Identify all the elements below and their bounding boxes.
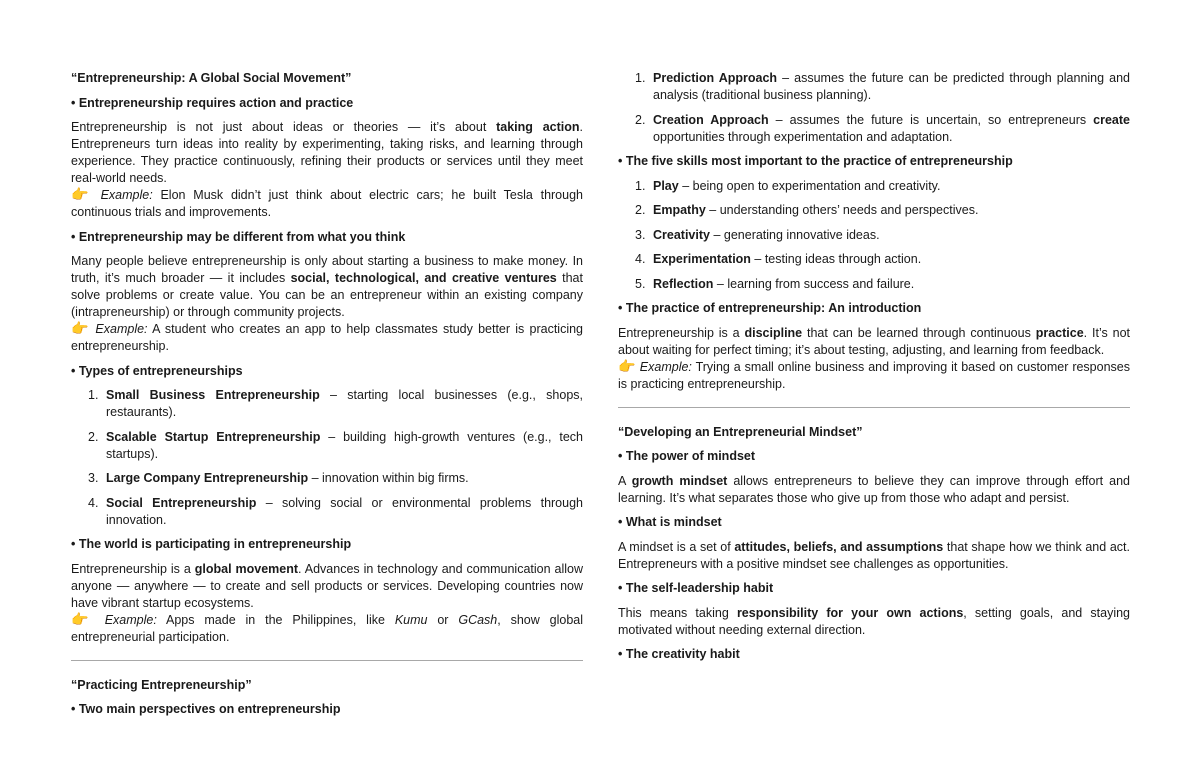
heading-two-perspectives: • Two main perspectives on entrepreneurship xyxy=(71,702,341,716)
heading-practice-intro: • The practice of entrepreneurship: An introduction xyxy=(618,301,922,315)
paragraph-action-practice: Entrepreneurship is not just about ideas or theories — it’s about taking action. Entrepreneurs turn ideas into reality by experimenting, taking risks, and learning through experience. They practice continuously, refining their products or services until they meet real-world needs. 👉 Example: Elon Musk didn’t just think about electric cars; he built Tesla through continuous trials and improvements. xyxy=(71,120,584,219)
pointing-hand-icon: 👉 xyxy=(71,611,95,628)
perspectives-list xyxy=(618,70,1130,146)
heading-power-of-mindset: • The power of mindset xyxy=(618,449,756,463)
list-item: 1. Play – being open to experimentation and creativity. xyxy=(635,178,941,193)
list-item: 5. Reflection – learning from success and failure. xyxy=(635,276,915,291)
list-item: 2. Empathy – understanding others’ needs and perspectives. xyxy=(635,203,979,217)
paragraph-power-of-mindset: A growth mindset allows entrepreneurs to believe they can improve through effort and learning. It’s what separates those who give up from those who adapt and persist. xyxy=(618,473,1130,505)
pointing-hand-icon: 👉 xyxy=(618,358,636,375)
list-item: 1. Prediction Approach – assumes the future can be predicted through planning and analysis (traditional business planning). xyxy=(635,71,1130,102)
list-item: 3. Large Company Entrepreneurship – innovation within big firms. xyxy=(88,471,469,485)
heading-action-practice: • Entrepreneurship requires action and practice xyxy=(71,95,354,110)
list-item: 3. Creativity – generating innovative ideas. xyxy=(635,227,880,242)
skills-list xyxy=(618,178,1130,293)
list-item: 1. Small Business Entrepreneurship – starting local businesses (e.g., shops, restaurants). xyxy=(88,388,584,419)
section-title-practicing: “Practicing Entrepreneurship” xyxy=(71,677,252,692)
pointing-hand-icon: 👉 xyxy=(71,321,91,337)
example-line: 👉 Example: Trying a small online business and improving it based on customer responses is practicing entrepreneurship. xyxy=(618,358,1130,391)
example-line: 👉 Example: Elon Musk didn’t just think about electric cars; he built Tesla through continuous trials and improvements. xyxy=(71,187,583,219)
heading-creativity-habit: • The creativity habit xyxy=(618,647,740,661)
paragraph-what-is-mindset: A mindset is a set of attitudes, beliefs, and assumptions that shape how we think and act. Entrepreneurs with a positive mindset see challenges as opportunities. xyxy=(618,539,1130,571)
types-list xyxy=(71,387,583,529)
example-line: 👉 Example: A student who creates an app to help classmates study better is practicing entrepreneurship. xyxy=(71,321,583,353)
list-item: 2. Creation Approach – assumes the future is uncertain, so entrepreneurs create opportunities through experimentation and adaptation. xyxy=(635,112,1130,144)
paragraph-practice-intro: Entrepreneurship is a discipline that can be learned through continuous practice. It’s not about waiting for perfect timing; it’s about testing, adjusting, and learning from feedback. 👉 Example: Trying a small online business and improving it based on customer responses is practicing entrepreneurship. xyxy=(618,325,1130,391)
heading-self-leadership: • The self-leadership habit xyxy=(618,581,774,595)
heading-types: • Types of entrepreneurships xyxy=(71,363,243,378)
paragraph-world-participating: Entrepreneurship is a global movement. Advances in technology and communication allow anyone — anywhere — to create and sell products or services. Developing countries now have vibrant startup ecosystems. 👉 Example: Apps made in the Philippines, like Kumu or GCash, show global entrepreneurial participation. xyxy=(71,561,584,644)
pointing-hand-icon: 👉 xyxy=(71,187,93,203)
paragraph-different-than-think: Many people believe entrepreneurship is only about starting a business to make money. In truth, it’s much broader — it includes social, technological, and creative ventures that solve problems or create value. You can be an entrepreneur within an existing company (intrapreneurship) or through community projects. 👉 Example: A student who creates an app to help classmates study better is practicing entrepreneurship. xyxy=(71,254,583,353)
section-title-mindset: “Developing an Entrepreneurial Mindset” xyxy=(618,424,863,439)
heading-world-participating: • The world is participating in entrepreneurship xyxy=(71,537,352,551)
section-divider xyxy=(618,407,1130,408)
heading-different-than-think: • Entrepreneurship may be different from what you think xyxy=(71,229,406,244)
heading-what-is-mindset: • What is mindset xyxy=(618,515,722,529)
left-column xyxy=(71,70,583,726)
paragraph-self-leadership: This means taking responsibility for your own actions, setting goals, and staying motivated without needing external direction. xyxy=(618,605,1130,637)
heading-five-skills: • The five skills most important to the practice of entrepreneurship xyxy=(618,154,1013,168)
list-item: 4. Social Entrepreneurship – solving social or environmental problems through innovation. xyxy=(88,495,583,527)
list-item: 2. Scalable Startup Entrepreneurship – building high-growth ventures (e.g., tech startups). xyxy=(88,429,584,461)
section-divider xyxy=(71,660,583,661)
list-item: 4. Experimentation – testing ideas through action. xyxy=(635,252,922,266)
right-column xyxy=(618,70,1130,671)
section-title-global-movement: “Entrepreneurship: A Global Social Movement” xyxy=(71,71,352,85)
example-line: 👉 Example: Apps made in the Philippines, like Kumu or GCash, show global entrepreneurial participation. xyxy=(71,611,584,644)
